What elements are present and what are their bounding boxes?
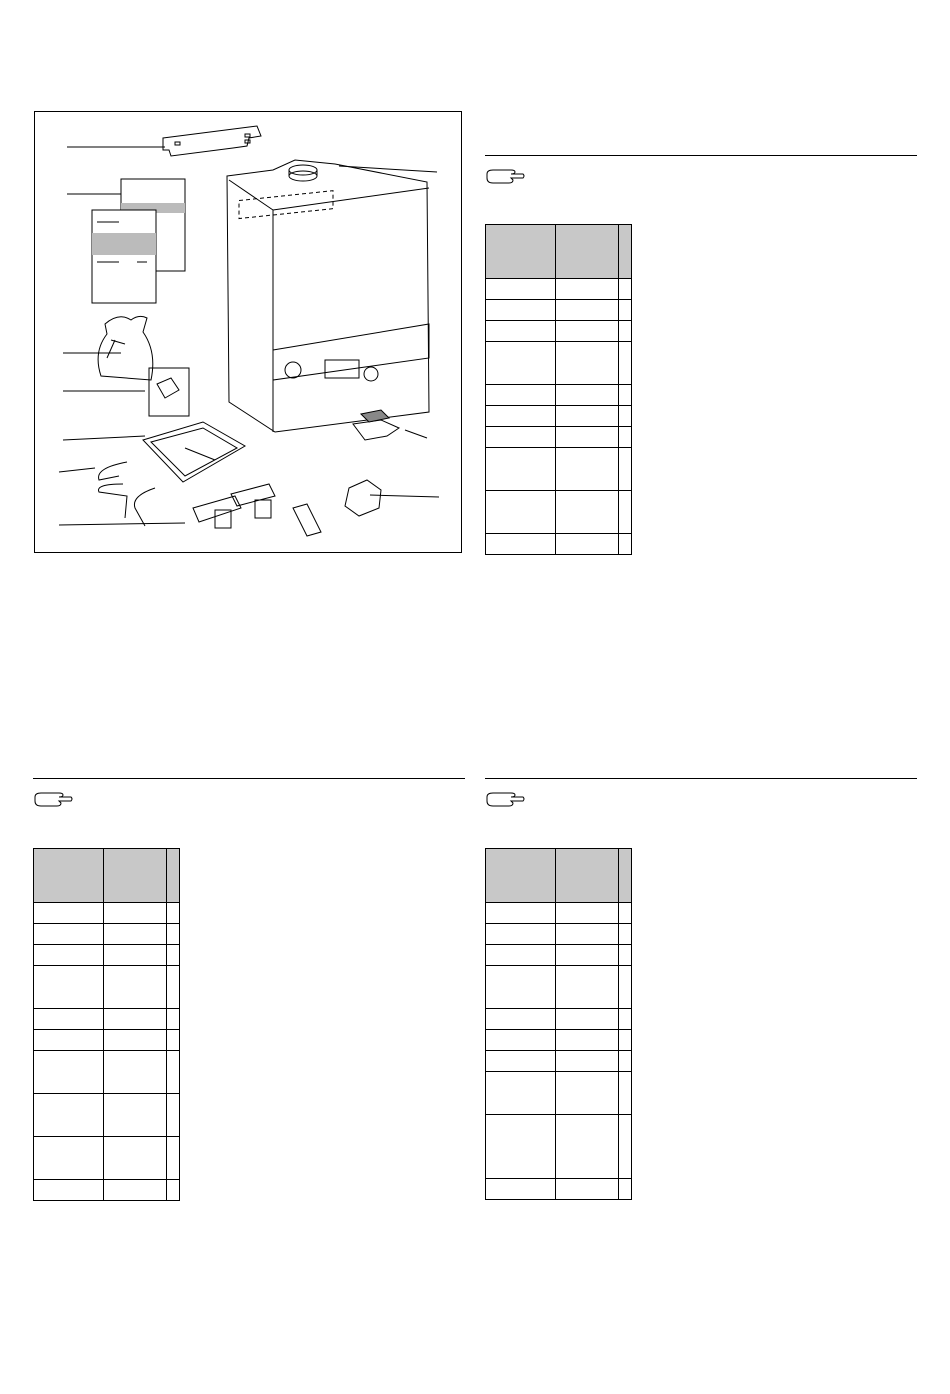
table-row bbox=[34, 1009, 180, 1030]
table-cell bbox=[619, 385, 632, 406]
table-cell bbox=[104, 1030, 167, 1051]
table-cell bbox=[556, 491, 619, 534]
boiler-label-area bbox=[239, 191, 333, 219]
table-cell bbox=[619, 279, 632, 300]
table-cell bbox=[556, 1115, 619, 1179]
table-cell bbox=[34, 1051, 104, 1094]
leader-line-8 bbox=[339, 166, 437, 172]
table-row bbox=[34, 1094, 180, 1137]
table-cell bbox=[619, 406, 632, 427]
table-cell bbox=[34, 1180, 104, 1201]
bracket-slot bbox=[245, 134, 250, 137]
table-cell bbox=[486, 342, 556, 385]
table-cell bbox=[34, 1030, 104, 1051]
table-row bbox=[486, 1051, 632, 1072]
section-top-right bbox=[485, 155, 917, 557]
table-cell bbox=[556, 279, 619, 300]
table-row bbox=[34, 1137, 180, 1180]
table-cell bbox=[556, 966, 619, 1009]
table-cell bbox=[486, 406, 556, 427]
bracket-slot bbox=[245, 140, 250, 143]
table-cell bbox=[486, 534, 556, 555]
table-row bbox=[486, 385, 632, 406]
service-valve bbox=[231, 484, 275, 506]
table-cell bbox=[34, 1137, 104, 1180]
table-cell bbox=[486, 1009, 556, 1030]
section-rule bbox=[485, 778, 917, 779]
table-cell bbox=[619, 491, 632, 534]
siphon-funnel bbox=[353, 420, 399, 440]
table-cell bbox=[104, 1051, 167, 1094]
table-cell bbox=[104, 1009, 167, 1030]
pointing-hand-icon bbox=[33, 789, 73, 809]
table-cell bbox=[619, 300, 632, 321]
table-row bbox=[486, 945, 632, 966]
table-row bbox=[34, 924, 180, 945]
table-cell bbox=[486, 1030, 556, 1051]
table-cell bbox=[556, 448, 619, 491]
control-knob bbox=[285, 362, 301, 378]
table-row bbox=[486, 903, 632, 924]
table-header-cell bbox=[619, 849, 632, 903]
table-header-cell bbox=[34, 849, 104, 903]
table-cell bbox=[556, 534, 619, 555]
table-cell bbox=[167, 1030, 180, 1051]
table-row bbox=[486, 924, 632, 945]
table-cell bbox=[556, 1179, 619, 1200]
table-row bbox=[486, 342, 632, 385]
table-cell bbox=[34, 924, 104, 945]
table-row bbox=[486, 1009, 632, 1030]
section-bottom-right bbox=[485, 778, 917, 1203]
table-cell bbox=[34, 966, 104, 1009]
pipe bbox=[99, 462, 127, 480]
table-cell bbox=[556, 903, 619, 924]
wall-bracket bbox=[163, 126, 261, 156]
bracket-slot bbox=[175, 142, 180, 145]
table-cell bbox=[486, 300, 556, 321]
pipe bbox=[99, 484, 128, 518]
table-cell bbox=[556, 1051, 619, 1072]
section-rule bbox=[33, 778, 465, 779]
table-cell bbox=[556, 300, 619, 321]
boiler-edge bbox=[229, 180, 273, 210]
figure-drawing bbox=[35, 112, 463, 554]
table-cell bbox=[34, 1009, 104, 1030]
table-row bbox=[486, 321, 632, 342]
table-header-cell bbox=[486, 849, 556, 903]
leader-line-7 bbox=[59, 523, 185, 525]
table-row bbox=[486, 427, 632, 448]
gas-valve bbox=[345, 480, 381, 516]
boiler-outline bbox=[227, 160, 429, 432]
seal-bag bbox=[149, 368, 189, 416]
table-cell bbox=[486, 491, 556, 534]
table-row bbox=[34, 903, 180, 924]
table-cell bbox=[167, 1137, 180, 1180]
table-header-cell bbox=[556, 849, 619, 903]
table-row bbox=[34, 1030, 180, 1051]
table-cell bbox=[167, 966, 180, 1009]
table-row bbox=[486, 448, 632, 491]
table-header-cell bbox=[556, 225, 619, 279]
scope-of-delivery-figure bbox=[34, 111, 462, 553]
table-cell bbox=[486, 1115, 556, 1179]
data-table bbox=[33, 848, 180, 1201]
control-knob bbox=[364, 367, 378, 381]
table-row bbox=[486, 1179, 632, 1200]
table-cell bbox=[619, 1009, 632, 1030]
table-cell bbox=[619, 427, 632, 448]
table-cell bbox=[486, 1072, 556, 1115]
data-table bbox=[485, 224, 632, 555]
table-cell bbox=[167, 1009, 180, 1030]
table-header-cell bbox=[167, 849, 180, 903]
table-cell bbox=[619, 342, 632, 385]
table-cell bbox=[619, 903, 632, 924]
table-cell bbox=[619, 1115, 632, 1179]
table-cell bbox=[619, 1179, 632, 1200]
service-valve bbox=[293, 504, 321, 536]
table-cell bbox=[556, 945, 619, 966]
table-cell bbox=[556, 321, 619, 342]
table-cell bbox=[486, 279, 556, 300]
table-cell bbox=[167, 924, 180, 945]
table-cell bbox=[619, 1030, 632, 1051]
table-row bbox=[34, 1180, 180, 1201]
leader-line-6 bbox=[59, 468, 95, 472]
table-row bbox=[486, 1030, 632, 1051]
table-cell bbox=[486, 945, 556, 966]
table-cell bbox=[556, 385, 619, 406]
table-row bbox=[486, 279, 632, 300]
table-cell bbox=[619, 1051, 632, 1072]
table-cell bbox=[34, 945, 104, 966]
table-cell bbox=[556, 406, 619, 427]
table-cell bbox=[486, 448, 556, 491]
table-cell bbox=[486, 966, 556, 1009]
table-cell bbox=[486, 924, 556, 945]
table-row bbox=[486, 300, 632, 321]
pointing-hand-icon bbox=[485, 166, 525, 186]
table-row bbox=[486, 491, 632, 534]
table-cell bbox=[556, 1030, 619, 1051]
table-header-cell bbox=[104, 849, 167, 903]
fixing-bag bbox=[98, 316, 153, 380]
table-cell bbox=[556, 1072, 619, 1115]
table-cell bbox=[556, 1009, 619, 1030]
table-cell bbox=[619, 945, 632, 966]
document-front bbox=[92, 210, 156, 303]
table-cell bbox=[167, 1180, 180, 1201]
table-cell bbox=[619, 924, 632, 945]
table-header-cell bbox=[486, 225, 556, 279]
table-row bbox=[486, 1072, 632, 1115]
flue-outlet bbox=[289, 171, 317, 181]
table-row bbox=[34, 945, 180, 966]
table-cell bbox=[619, 1072, 632, 1115]
table-cell bbox=[556, 427, 619, 448]
table-cell bbox=[104, 1094, 167, 1137]
table-header-cell bbox=[619, 225, 632, 279]
table-cell bbox=[34, 903, 104, 924]
table-row bbox=[486, 534, 632, 555]
table-cell bbox=[619, 321, 632, 342]
table-cell bbox=[104, 1137, 167, 1180]
table-cell bbox=[486, 321, 556, 342]
table-cell bbox=[486, 385, 556, 406]
table-row bbox=[34, 1051, 180, 1094]
boiler-edge bbox=[273, 188, 429, 210]
table-cell bbox=[619, 966, 632, 1009]
data-table bbox=[485, 848, 632, 1200]
table-cell bbox=[104, 945, 167, 966]
section-bottom-left bbox=[33, 778, 465, 1203]
table-cell bbox=[486, 1179, 556, 1200]
control-panel bbox=[273, 324, 429, 380]
table-row bbox=[34, 966, 180, 1009]
table-cell bbox=[34, 1094, 104, 1137]
table-cell bbox=[556, 924, 619, 945]
table-cell bbox=[167, 1094, 180, 1137]
table-cell bbox=[104, 1180, 167, 1201]
table-row bbox=[486, 966, 632, 1009]
table-row bbox=[486, 406, 632, 427]
section-rule bbox=[485, 155, 917, 156]
table-cell bbox=[486, 903, 556, 924]
table-cell bbox=[104, 966, 167, 1009]
table-cell bbox=[556, 342, 619, 385]
pipe bbox=[134, 488, 155, 526]
table-cell bbox=[619, 448, 632, 491]
table-cell bbox=[104, 924, 167, 945]
table-row bbox=[486, 1115, 632, 1179]
table-cell bbox=[486, 427, 556, 448]
table-cell bbox=[167, 945, 180, 966]
table-cell bbox=[167, 1051, 180, 1094]
pointing-hand-icon bbox=[485, 789, 525, 809]
table-cell bbox=[486, 1051, 556, 1072]
table-cell bbox=[104, 903, 167, 924]
table-cell bbox=[619, 534, 632, 555]
table-cell bbox=[167, 903, 180, 924]
leader-line-5 bbox=[63, 436, 145, 440]
leader-line-9 bbox=[405, 430, 427, 438]
